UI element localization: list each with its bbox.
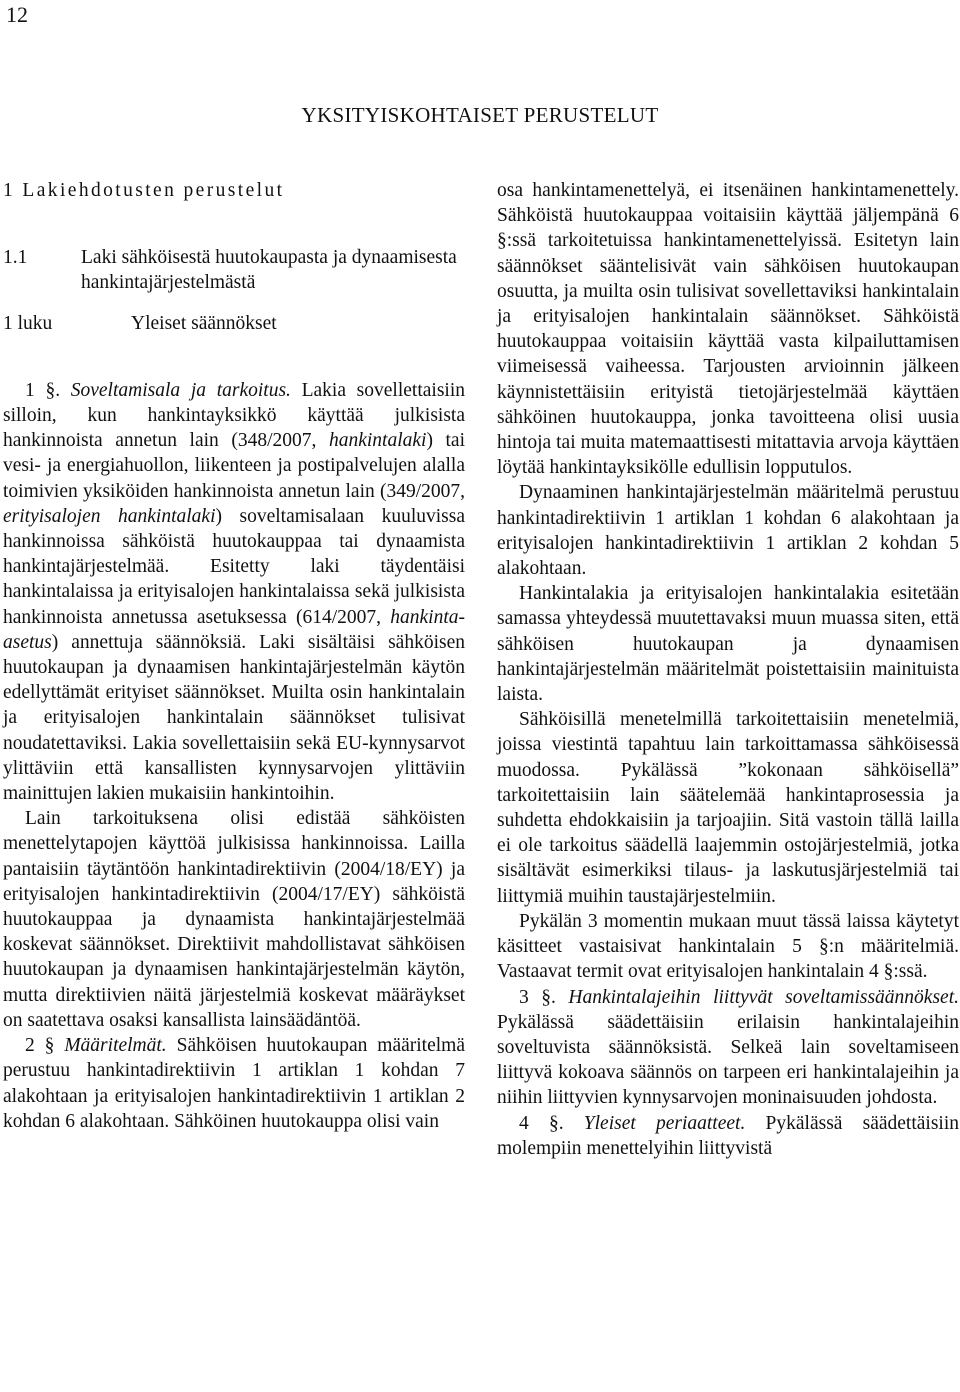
section-symbol: 1 §.: [25, 379, 61, 401]
paragraph: [497, 985, 959, 1111]
section-title: Laki sähköisestä huutokaupasta ja dynaamisesta hankintajärjestelmästä: [81, 247, 457, 294]
term: erityisalojen hankintalaki: [3, 505, 216, 527]
text: Lakia sovellettaisiin silloin, kun hankintayksikkö käyttää julkisista hankinnoista annetun lain (348/2007,: [3, 379, 465, 452]
paragraph: osa hankintamenettelyä, ei itsenäinen hankintamenettely. Sähköistä huutokauppaa voitaisiin käyttää jäljempänä 6 §:ssä tarkoitetuissa hankintamenettelyissä. Esitetyn lain säännökset sääntelisivät vain sähköisen huutokaupan osuutta, ja muilta osin tulisivat sovellettaviksi hankintalain ja erityisalojen hankintalain säännökset. Sähköistä huutokauppaa voitaisiin käyttää vasta kilpailuttamisen viimeisessä vaiheessa. Tarjousten arvioinnin jälkeen käynnistettäisiin erityistä tietojärjestelmää käyttäen sähköinen huutokauppa, jonka tavoitteena olisi uusia hintoja tai muita matemaattisesti mitattavia arvoja käyttäen löytää hankintayksikölle edullisin lopputulos.: [497, 180, 959, 479]
text: ) annettuja säännöksiä. Laki sisältäisi sähköisen huutokaupan ja dynaamisen hankintajärjestelmän käytön edellyttämät erityiset säännökset. Muilta osin hankintalain ja erityisalojen hankintalain säännökset tulisivat noudatettaviksi. Lakia sovellettaisiin sekä EU-kynnysarvot ylittäviin että kansallisten kynnysarvojen ylittäviin mainittujen lakien mukaisiin hankintoihin.: [3, 631, 465, 805]
paragraph: [3, 1033, 465, 1134]
paragraph: Hankintalakia ja erityisalojen hankintalakia esitetään samassa yhteydessä muutettavaksi muun muassa siten, että sähköisen huutokaupan ja dynaamisen hankintajärjestelmän määritelmät poistettaisiin mainituista laista.: [497, 583, 959, 706]
section-symbol: 4 §.: [519, 1112, 564, 1134]
page-title: YKSITYISKOHTAISET PERUSTELUT: [301, 103, 659, 127]
paragraph-title: Soveltamisala ja tarkoitus.: [70, 379, 291, 401]
text: Pykälässä säädettäisiin molempiin menettelyihin liittyvistä: [497, 1112, 960, 1159]
paragraph: Pykälän 3 momentin mukaan muut tässä laissa käytetyt käsitteet vastaisivat hankintalain 5 §:n määritelmiä. Vastaavat termit ovat erityisalojen hankintalain 4 §:ssä.: [497, 910, 959, 983]
chapter-heading: 1 Lakiehdotusten perustelut: [3, 180, 285, 201]
section-number: 1.1: [3, 247, 28, 269]
paragraph: Lain tarkoituksena olisi edistää sähköisten menettelytapojen käyttöä julkisissa hankinnoissa. Lailla pantaisiin täytäntöön hankintadirektiivin (2004/18/EY) ja erityisalojen hankintadirektiivin (2004/17/EY) sähköistä huutokauppaa ja dynaamista hankintajärjestelmää koskevat säännökset. Direktiivit mahdollistavat sähköisen huutokaupan ja dynaamisen hankintajärjestelmän käytön, mutta direktiivien näitä järjestelmiä koskevat määräykset on saatettava osaksi kansallista lainsäädäntöä.: [3, 808, 465, 1031]
term: hankinta-asetus: [3, 606, 465, 653]
section-symbol: 2 §: [25, 1035, 55, 1057]
section-heading: [3, 245, 465, 295]
text: Sähköisen huutokaupan määritelmä perustuu hankintadirektiivin 1 artiklan 1 kohdan 7 alakohtaan ja erityisalojen hankintadirektiivin 1 artiklan 2 kohdan 6 alakohtaan. Sähköinen huutokauppa olisi vain: [3, 1035, 465, 1132]
page-number: 12: [6, 2, 28, 27]
paragraph: Dynaaminen hankintajärjestelmän määritelmä perustuu hankintadirektiivin 1 artiklan 1 kohdan 6 alakohtaan ja erityisalojen hankintadirektiivin 1 artiklan 2 kohdan 5 alakohtaan.: [497, 482, 959, 580]
paragraph-title: Määritelmät.: [64, 1035, 167, 1057]
paragraph: [3, 378, 465, 806]
subsection-title: Yleiset säännökset: [131, 312, 277, 334]
term: hankintalaki: [328, 430, 427, 452]
text: ) soveltamisalaan kuuluvissa hankinnoissa sähköistä huutokauppaa tai dynaamista hankintajärjestelmää. Esitetty laki täydentäisi hankintalaissa ja erityisalojen hankintalaissa sekä julkisista hankinnoista annetussa asetuksessa (614/2007,: [3, 505, 466, 628]
left-column: [3, 178, 465, 1134]
subsection-number: 1 luku: [3, 312, 53, 334]
paragraph: [497, 1111, 959, 1161]
subsection-heading: [3, 311, 465, 336]
paragraph-title: Hankintalajeihin liittyvät soveltamissäännökset.: [568, 986, 959, 1008]
section-symbol: 3 §.: [519, 986, 556, 1008]
right-column: [497, 178, 959, 1161]
paragraph-title: Yleiset periaatteet.: [583, 1112, 746, 1134]
text: ) tai vesi- ja energiahuollon, liikenteen ja postipalvelujen alalla toimivien yksiköiden hankinnoista annetun lain (349/2007,: [3, 430, 465, 502]
paragraph: Sähköisillä menetelmillä tarkoitettaisiin menetelmiä, joissa viestintä tapahtuu lain tarkoittamassa sähköisessä muodossa. Pykälässä ”kokonaan sähköisellä” tarkoitettaisiin lain säätelemää hankintaprosessia ja suhdetta ehdokkaisiin ja tarjoajiin. Sitä vastoin tällä lailla ei ole tarkoitus säädellä laajemmin ostojärjestelmiä, jotka sisältävät esimerkiksi tilaus- ja laskutusjärjestelmiä tai liittymiä muihin taustajärjestelmiin.: [497, 709, 959, 907]
text: Pykälässä säädettäisiin erilaisin hankintalajeihin soveltuvista säännöksistä. Selkeä lain soveltamiseen liittyvä kokoava säännös on tarpeen eri hankintalajeihin ja niihin liittyvien kynnysarvojen moninaisuuden johdosta.: [497, 1011, 959, 1109]
